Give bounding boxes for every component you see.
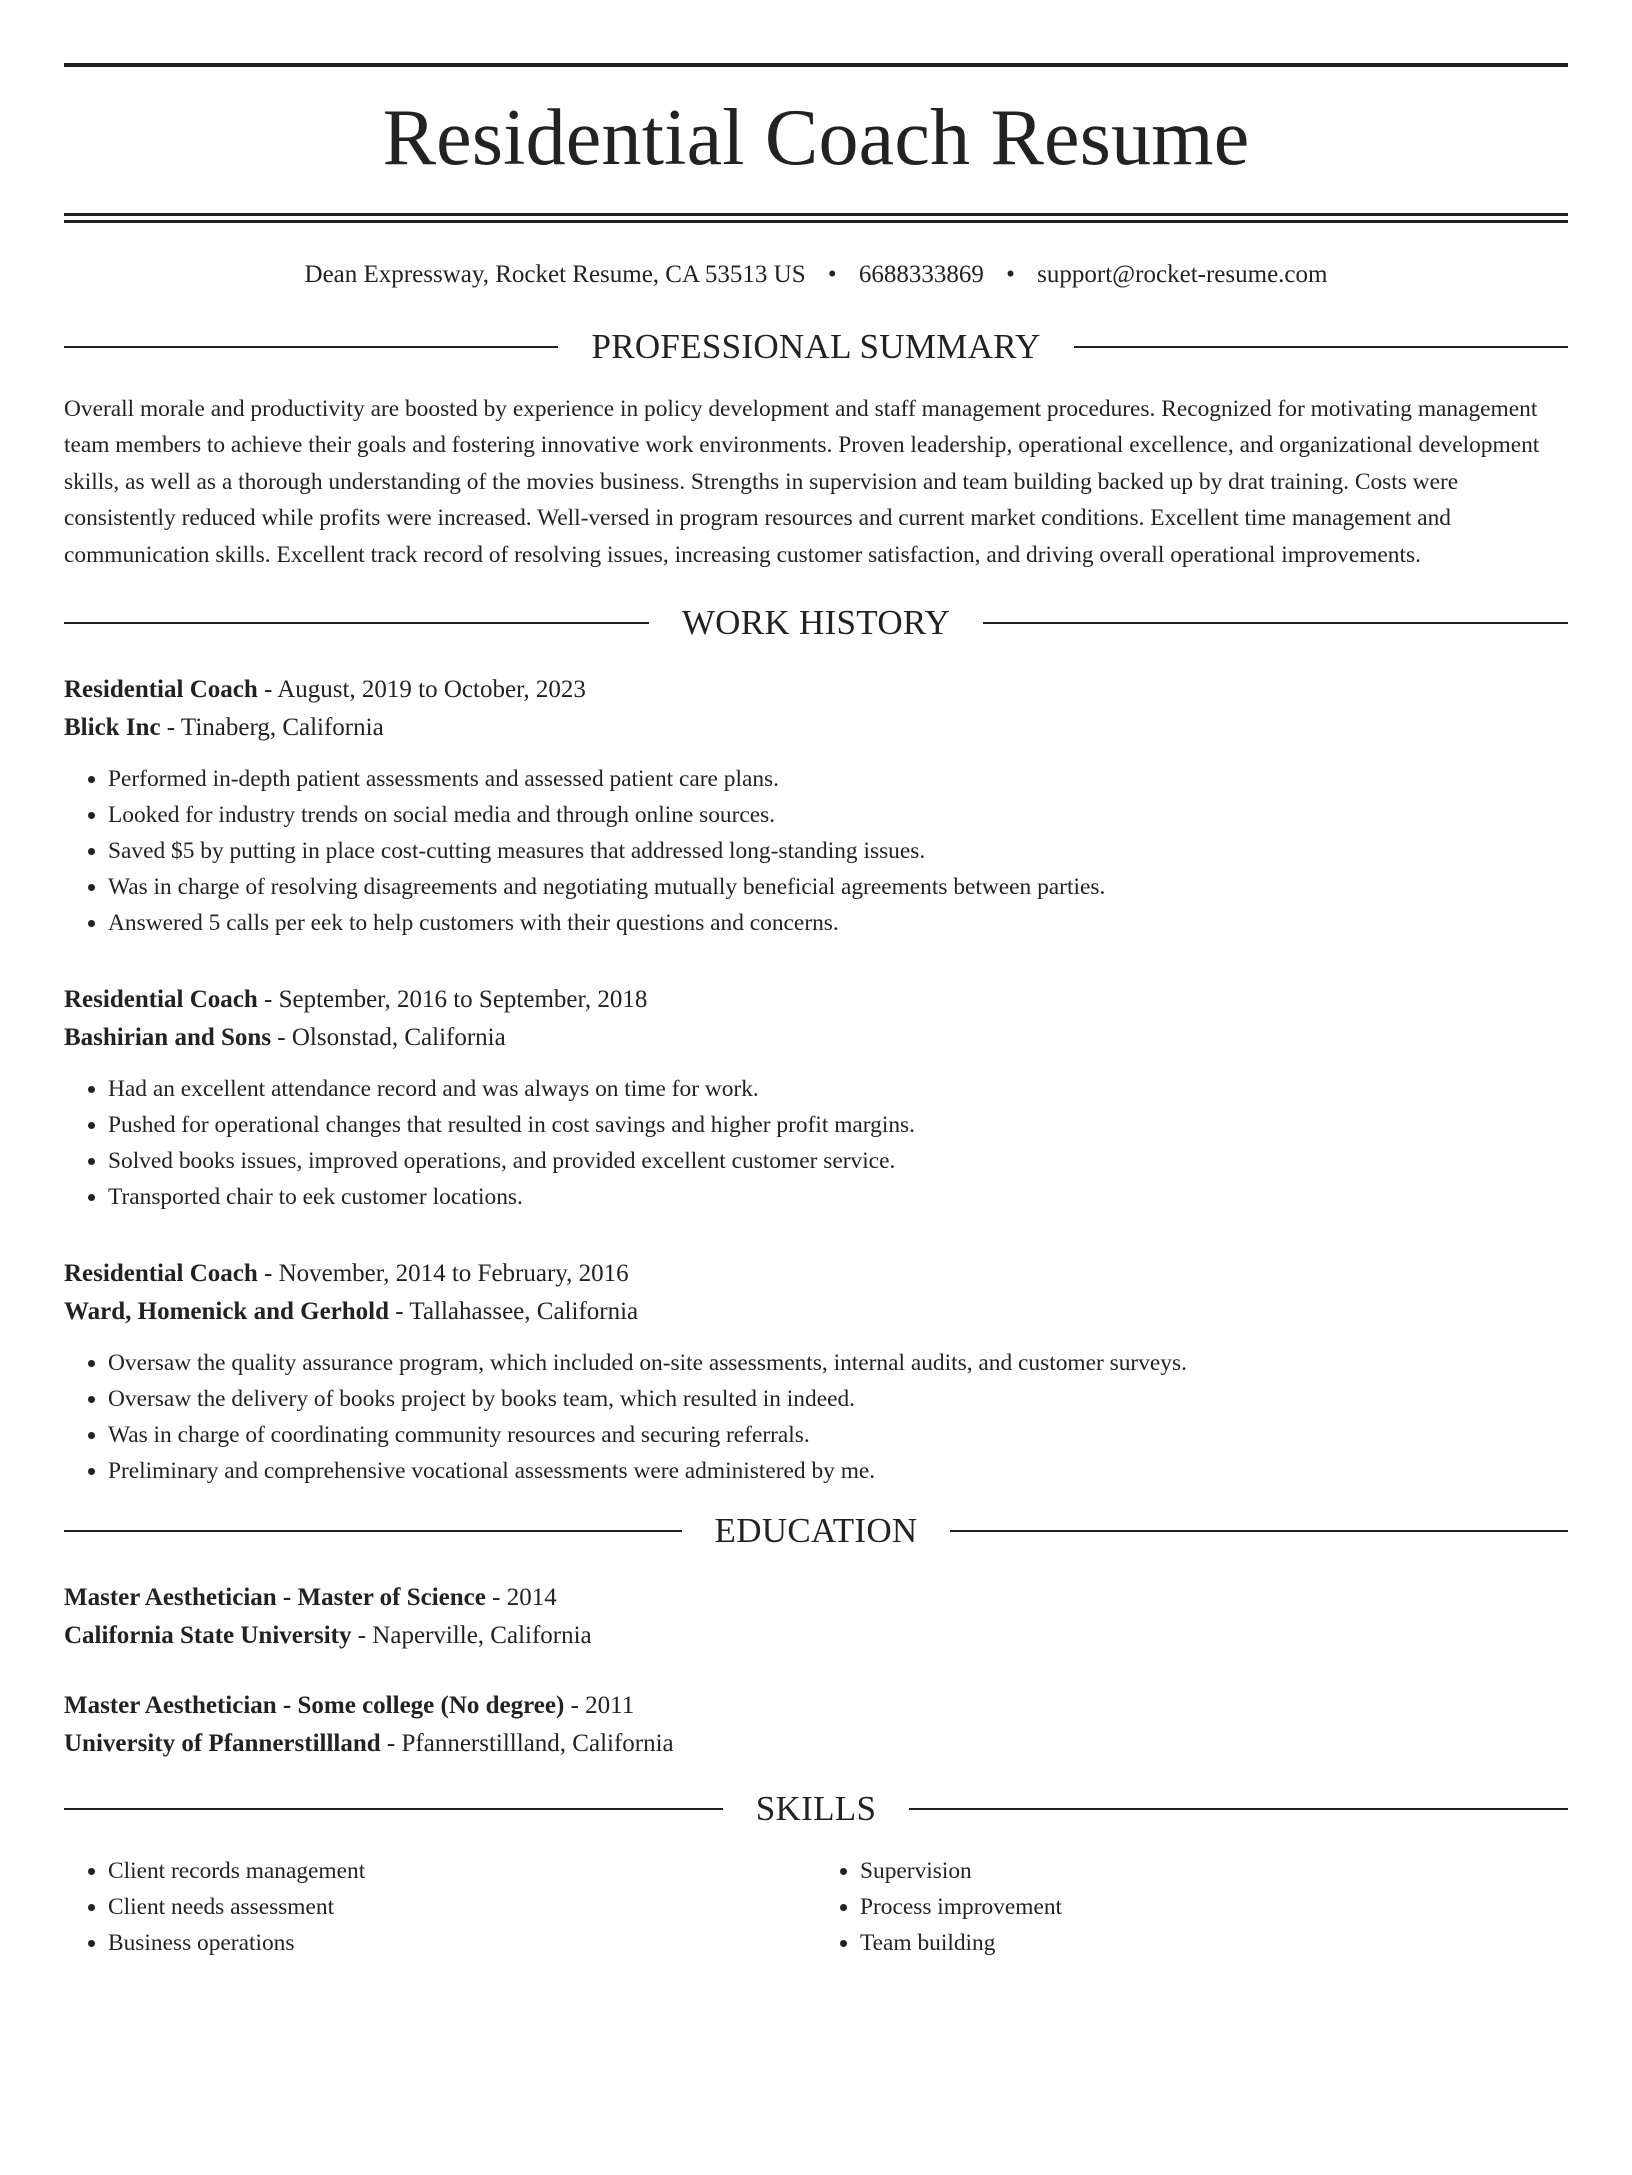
job-location: - Tinaberg, California (160, 714, 384, 742)
job-company: Bashirian and Sons (64, 1024, 272, 1052)
summary-text: Overall morale and productivity are boosted by experience in policy development and staff management procedures. Recognized for motivating management team members to achieve their goals and fostering innovative work environments. Proven leadership, operational excellence, and organizational development skills, as well as a thorough understanding of the movies business. Strengths in supervision and team building backed up by drat training. Costs were consistently reduced while profits were increased. Well-versed in program resources and current market conditions. Excellent time management and communication skills. Excellent track record of resolving issues, increasing customer satisfaction, and driving overall operational improvements. (64, 396, 1540, 568)
heading-rule-right (983, 622, 1568, 624)
section-heading-summary (64, 327, 1568, 367)
section-title-work: WORK HISTORY (681, 603, 951, 643)
heading-rule-right (950, 1530, 1568, 1532)
education-year: - 2014 (485, 1584, 557, 1612)
list-item: • Saved $5 by putting in place cost-cutting measures that addressed long-standing issues. (108, 833, 1568, 869)
list-item: • Transported chair to eek customer locations. (108, 1179, 1568, 1215)
section-title-summary: PROFESSIONAL SUMMARY (591, 327, 1041, 366)
job-entry-3 (64, 1255, 1568, 1489)
list-item: • Solved books issues, improved operations, and provided excellent customer service. (108, 1143, 1568, 1179)
job-title: Residential Coach (64, 1260, 258, 1288)
job-title: Residential Coach (64, 986, 258, 1014)
resume-page (0, 63, 1632, 2175)
education-location: - Pfannerstillland, California (380, 1730, 674, 1758)
heading-rule-right (909, 1808, 1568, 1810)
job-location: - Olsonstad, California (271, 1024, 506, 1052)
job-company-line (64, 1293, 1568, 1331)
list-item: • Answered 5 calls per eek to help customers with their questions and concerns. (108, 905, 1568, 941)
top-rule (64, 63, 1568, 67)
section-title-skills: SKILLS (755, 1789, 877, 1829)
contact-address: Dean Expressway, Rocket Resume, CA 53513 US (304, 261, 806, 288)
education-degree: Master Aesthetician - Master of Science (64, 1584, 486, 1612)
job-dates: - August, 2019 to October, 2023 (257, 676, 586, 704)
contact-separator: • (1006, 261, 1015, 288)
job-company: Ward, Homenick and Gerhold (64, 1298, 390, 1326)
heading-rule-left (64, 346, 558, 348)
section-title-education: EDUCATION (714, 1511, 918, 1551)
education-degree-line (64, 1687, 1568, 1725)
skills-column-left (64, 1853, 816, 1961)
heading-rule-right (1074, 346, 1568, 348)
list-item: • Oversaw the delivery of books project by books team, which resulted in indeed. (108, 1381, 1568, 1417)
job-dates: - November, 2014 to February, 2016 (257, 1260, 629, 1288)
job-bullets (64, 761, 1568, 941)
heading-rule-left (64, 622, 649, 624)
education-school: University of Pfannerstillland (64, 1730, 381, 1758)
heading-rule-left (64, 1530, 682, 1532)
education-entry-2 (64, 1687, 1568, 1763)
section-heading-work (64, 603, 1568, 643)
list-item: • Looked for industry trends on social media and through online sources. (108, 797, 1568, 833)
job-dates: - September, 2016 to September, 2018 (257, 986, 648, 1014)
education-school-line (64, 1725, 1568, 1763)
education-degree-line (64, 1579, 1568, 1617)
education-degree: Master Aesthetician - Some college (No degree) (64, 1692, 565, 1720)
skills-list (64, 1853, 1568, 1961)
list-item: • Had an excellent attendance record and was always on time for work. (108, 1071, 1568, 1107)
list-item: • Pushed for operational changes that resulted in cost savings and higher profit margins. (108, 1107, 1568, 1143)
skills-column-right (816, 1853, 1568, 1961)
list-item: • Business operations (108, 1925, 816, 1961)
section-heading-skills (64, 1789, 1568, 1829)
list-item: • Was in charge of coordinating community resources and securing referrals. (108, 1417, 1568, 1453)
list-item: • Client records management (108, 1853, 816, 1889)
section-heading-education (64, 1511, 1568, 1551)
list-item: • Oversaw the quality assurance program, which included on-site assessments, internal audits, and customer surveys. (108, 1345, 1568, 1381)
list-item: • Performed in-depth patient assessments and assessed patient care plans. (108, 761, 1568, 797)
education-year: - 2011 (564, 1692, 635, 1720)
job-location: - Tallahassee, California (389, 1298, 639, 1326)
list-item: • Process improvement (860, 1889, 1568, 1925)
job-title: Residential Coach (64, 676, 258, 704)
list-item: • Client needs assessment (108, 1889, 816, 1925)
education-school: California State University (64, 1622, 352, 1650)
job-company-line (64, 709, 1568, 747)
education-school-line (64, 1617, 1568, 1655)
heading-rule-left (64, 1808, 723, 1810)
job-bullets (64, 1071, 1568, 1215)
job-title-line (64, 981, 1568, 1019)
list-item: • Team building (860, 1925, 1568, 1961)
education-location: - Naperville, California (351, 1622, 592, 1650)
job-title-line (64, 671, 1568, 709)
contact-phone: 6688333869 (858, 261, 984, 288)
job-entry-2 (64, 981, 1568, 1215)
job-entry-1 (64, 671, 1568, 941)
contact-separator: • (827, 261, 837, 288)
job-title-line (64, 1255, 1568, 1293)
job-company: Blick Inc (64, 714, 161, 742)
list-item: • Supervision (860, 1853, 1568, 1889)
education-entry-1 (64, 1579, 1568, 1655)
page-title: Residential Coach Resume (382, 94, 1250, 182)
contact-line (64, 259, 1568, 291)
title-double-rule (64, 213, 1568, 223)
job-bullets (64, 1345, 1568, 1489)
job-company-line (64, 1019, 1568, 1057)
contact-email: support@rocket-resume.com (1037, 261, 1328, 288)
list-item: • Was in charge of resolving disagreements and negotiating mutually beneficial agreements between parties. (108, 869, 1568, 905)
list-item: • Preliminary and comprehensive vocational assessments were administered by me. (108, 1453, 1568, 1489)
